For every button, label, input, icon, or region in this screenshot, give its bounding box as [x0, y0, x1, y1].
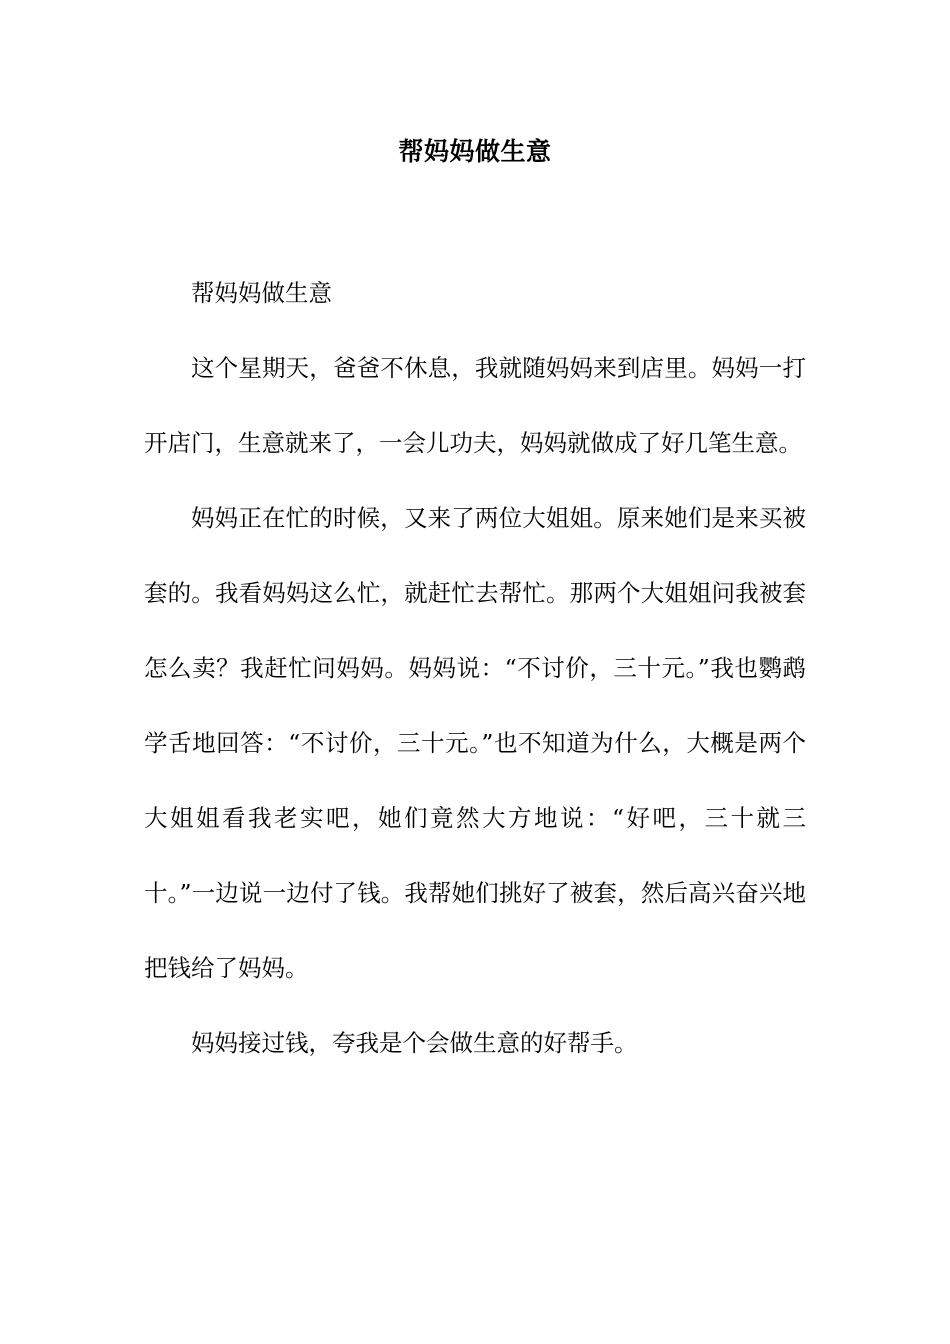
paragraph-2: 妈妈正在忙的时候，又来了两位大姐姐。原来她们是来买被套的。我看妈妈这么忙，就赶忙去帮忙。那两个大姐姐问我被套怎么卖？我赶忙问妈妈。妈妈说：“不讨价，三十元。”我也鹦鹉学舌地回答：“不讨价，三十元。”也不知道为什么，大概是两个大姐姐看我老实吧，她们竟然大方地说：“好吧，三十就三十。”一边说一边付了钱。我帮她们挑好了被套，然后高兴奋兴地把钱给了妈妈。	[144, 504, 806, 982]
document-title: 帮妈妈做生意	[398, 137, 552, 166]
document-body	[144, 256, 806, 1081]
paragraph-1: 这个星期天，爸爸不休息，我就随妈妈来到店里。妈妈一打开店门，生意就来了，一会儿功夫，妈妈就做成了好几笔生意。	[144, 354, 806, 457]
paragraph-subtitle: 帮妈妈做生意	[191, 279, 332, 307]
paragraph-3: 妈妈接过钱，夸我是个会做生意的好帮手。	[191, 1029, 638, 1057]
